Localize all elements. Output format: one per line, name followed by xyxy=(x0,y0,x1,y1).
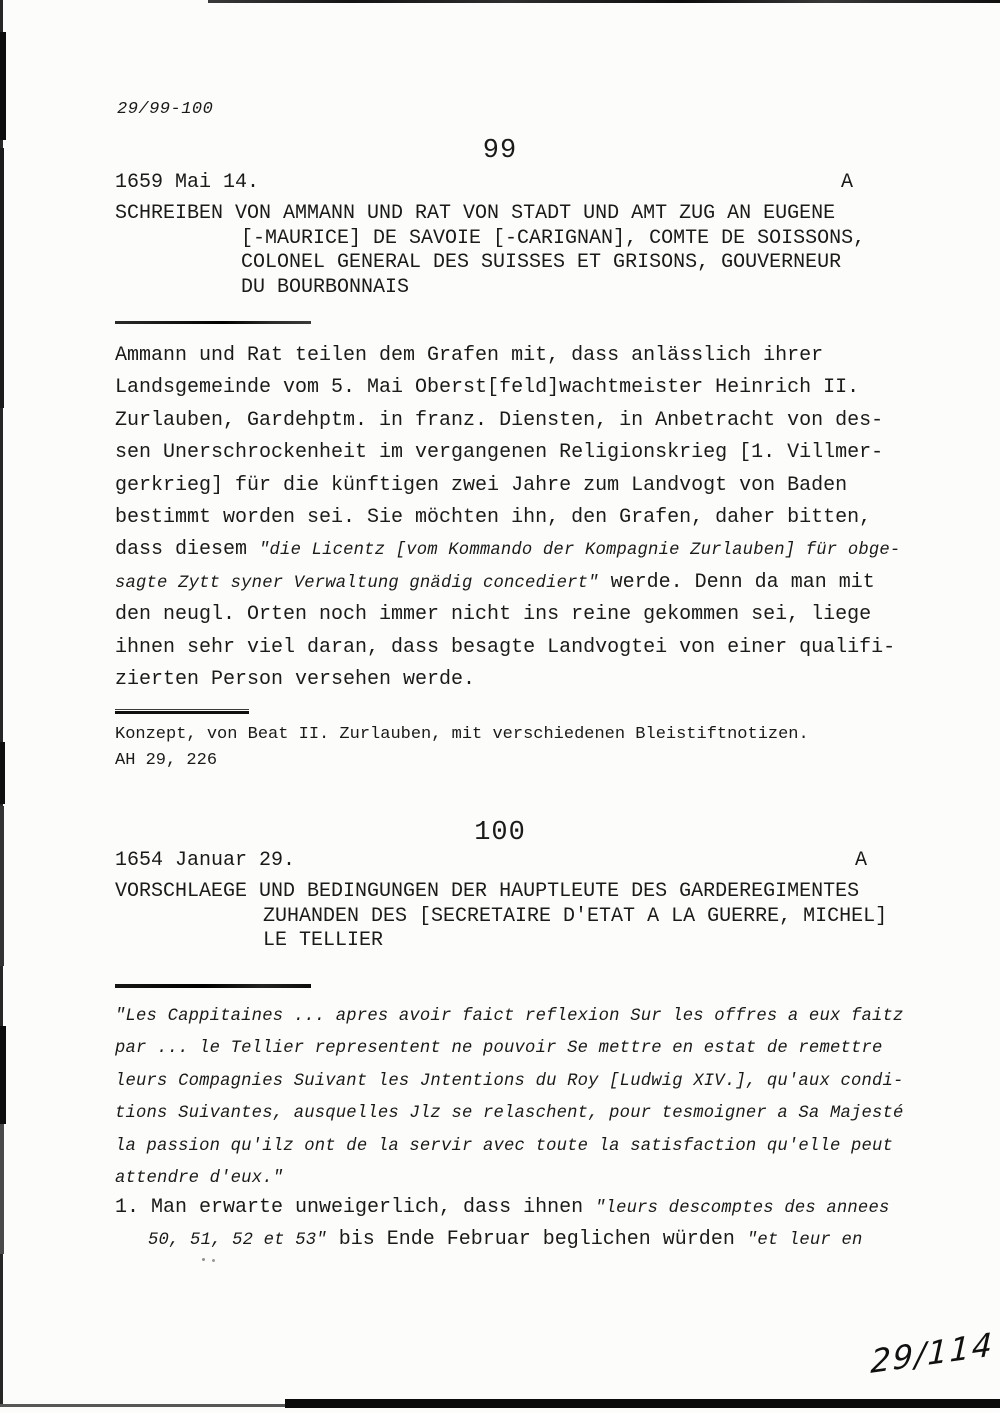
typewriter-text: Zurlauben, Gardehptm. in franz. Diensten, in Anbetracht von des- xyxy=(115,408,884,432)
quoted-italic-text: "et leur en xyxy=(746,1231,863,1251)
quoted-italic-text: sagte Zytt syner Verwaltung gnädig concediert" xyxy=(115,573,599,593)
separator-rule xyxy=(115,321,311,324)
entry-100-date-row xyxy=(115,849,867,872)
scan-left-blob-artifact xyxy=(0,1124,4,1254)
scan-bottom-edge-artifact xyxy=(0,1404,285,1407)
text-line xyxy=(115,929,887,954)
entry-99-body xyxy=(115,340,900,696)
text-line xyxy=(115,405,900,437)
entry-99-source xyxy=(115,722,809,773)
text-line xyxy=(115,1097,904,1129)
text-line xyxy=(115,251,865,276)
typewriter-text: Ammann und Rat teilen dem Grafen mit, dass anlässlich ihrer xyxy=(115,344,824,367)
typewriter-text: dass diesem xyxy=(115,538,260,562)
entry-100-date: 1654 Januar 29. xyxy=(115,849,296,872)
quoted-italic-text: "leurs descomptes des annees xyxy=(595,1199,890,1218)
typewriter-text: 1. Man erwarte unweigerlich, dass ihnen xyxy=(115,1196,596,1219)
typewriter-text: werde. Denn da man mit xyxy=(598,570,875,594)
entry-99-number: 99 xyxy=(482,136,518,166)
separator-rule xyxy=(115,984,311,988)
text-line xyxy=(115,1162,904,1194)
text-line xyxy=(115,632,900,664)
typewriter-text: zierten Person versehen werde. xyxy=(115,667,476,691)
typewriter-text: ZUHANDEN DES [SECRETAIRE D'ETAT A LA GUERRE, MICHEL] xyxy=(263,904,888,928)
text-line xyxy=(115,227,865,252)
typewriter-text: ihnen sehr viel daran, dass besagte Landvogtei von einer qualifi- xyxy=(115,635,896,659)
typewriter-text: bestimmt worden sei. Sie möchten ihn, den Grafen, daher bitten, xyxy=(115,505,872,529)
text-line xyxy=(115,202,865,227)
text-line xyxy=(115,502,900,534)
entry-99-source-note: Konzept, von Beat II. Zurlauben, mit verschiedenen Bleistiftnotizen. xyxy=(115,725,809,744)
archive-reference: 29/99-100 xyxy=(117,100,214,119)
typewriter-text: gerkrieg] für die künftigen zwei Jahre zum Landvogt von Baden xyxy=(115,473,848,497)
entry-100-corner-mark: A xyxy=(854,849,867,872)
entry-100-number: 100 xyxy=(474,818,526,848)
quoted-italic-text: tions Suivantes, ausquelles Jlz se relaschent, pour tesmoigner a Sa Majesté xyxy=(115,1104,904,1124)
quoted-italic-text: leurs Compagnies Suivant les Jntentions du Roy [Ludwig XIV.], qu'aux condi- xyxy=(115,1071,904,1091)
entry-100-title xyxy=(115,880,887,954)
pencil-speck-artifact xyxy=(202,1258,205,1261)
text-line xyxy=(115,276,865,301)
separator-rule xyxy=(115,709,249,714)
typewriter-text: SCHREIBEN VON AMMANN UND RAT VON STADT UND AMT ZUG AN EUGENE xyxy=(115,202,836,225)
text-line xyxy=(115,1000,904,1032)
quoted-italic-text: "Les Cappitaines ... apres avoir faict reflexion Sur les offres a eux faitz xyxy=(115,1007,904,1026)
text-line xyxy=(115,340,900,372)
typewriter-text: COLONEL GENERAL DES SUISSES ET GRISONS, GOUVERNEUR xyxy=(241,251,842,275)
quoted-italic-text: la passion qu'ilz ont de la servir avec toute la satisfaction qu'elle peut xyxy=(115,1136,894,1156)
typewriter-text: bis Ende Februar beglichen würden xyxy=(326,1228,747,1252)
text-line xyxy=(115,599,900,631)
text-line xyxy=(115,880,887,905)
entry-100-item-1 xyxy=(115,1192,889,1257)
quoted-italic-text: par ... le Tellier representent ne pouvoir Se mettre en estat de remettre xyxy=(115,1039,883,1059)
typewriter-text: Landsgemeinde vom 5. Mai Oberst[feld]wachtmeister Heinrich II. xyxy=(115,376,860,400)
scan-left-blob-artifact xyxy=(0,1026,6,1124)
typewriter-text: LE TELLIER xyxy=(263,929,384,953)
entry-99-date-row xyxy=(115,171,853,194)
quoted-italic-text: "die Licentz [vom Kommando der Kompagnie Zurlauben] für obge- xyxy=(259,541,901,561)
text-line xyxy=(115,1224,889,1256)
typewriter-text: DU BOURBONNAIS xyxy=(241,276,410,300)
typewriter-text: [-MAURICE] DE SAVOIE [-CARIGNAN], COMTE DE SOISSONS, xyxy=(241,226,866,250)
text-line xyxy=(115,1032,904,1064)
scan-left-blob-artifact xyxy=(0,148,4,408)
entry-100-quote xyxy=(115,1000,904,1194)
text-line xyxy=(115,567,900,599)
scan-left-blob-artifact xyxy=(0,32,6,140)
entry-99-corner-mark: A xyxy=(840,171,853,194)
handwritten-page-note: 29/114 xyxy=(869,1325,995,1381)
text-line xyxy=(115,437,900,469)
typewriter-text: sen Unerschrockenheit im vergangenen Religionskrieg [1. Villmer- xyxy=(115,441,884,465)
entry-99-date: 1659 Mai 14. xyxy=(115,171,260,194)
scan-top-edge-artifact xyxy=(208,0,1000,3)
scan-left-edge-artifact xyxy=(0,0,3,1406)
typewriter-text: VORSCHLAEGE UND BEDINGUNGEN DER HAUPTLEUTE DES GARDEREGIMENTES xyxy=(115,880,860,903)
text-line xyxy=(115,1130,904,1162)
entry-99-title xyxy=(115,202,865,301)
scan-bottom-bar-artifact xyxy=(285,1399,1000,1408)
quoted-italic-text: attendre d'eux." xyxy=(115,1168,284,1188)
entry-99-archive-ref: AH 29, 226 xyxy=(115,750,218,770)
text-line xyxy=(115,905,887,930)
text-line xyxy=(115,1065,904,1097)
text-line xyxy=(115,1192,889,1224)
text-line xyxy=(115,534,900,566)
scan-left-blob-artifact xyxy=(0,742,5,804)
text-line xyxy=(115,470,900,502)
quoted-italic-text: 50, 51, 52 et 53" xyxy=(148,1231,327,1251)
text-line xyxy=(115,664,900,696)
text-line xyxy=(115,372,900,404)
typewriter-text: den neugl. Orten noch immer nicht ins reine gekommen sei, liege xyxy=(115,603,872,627)
